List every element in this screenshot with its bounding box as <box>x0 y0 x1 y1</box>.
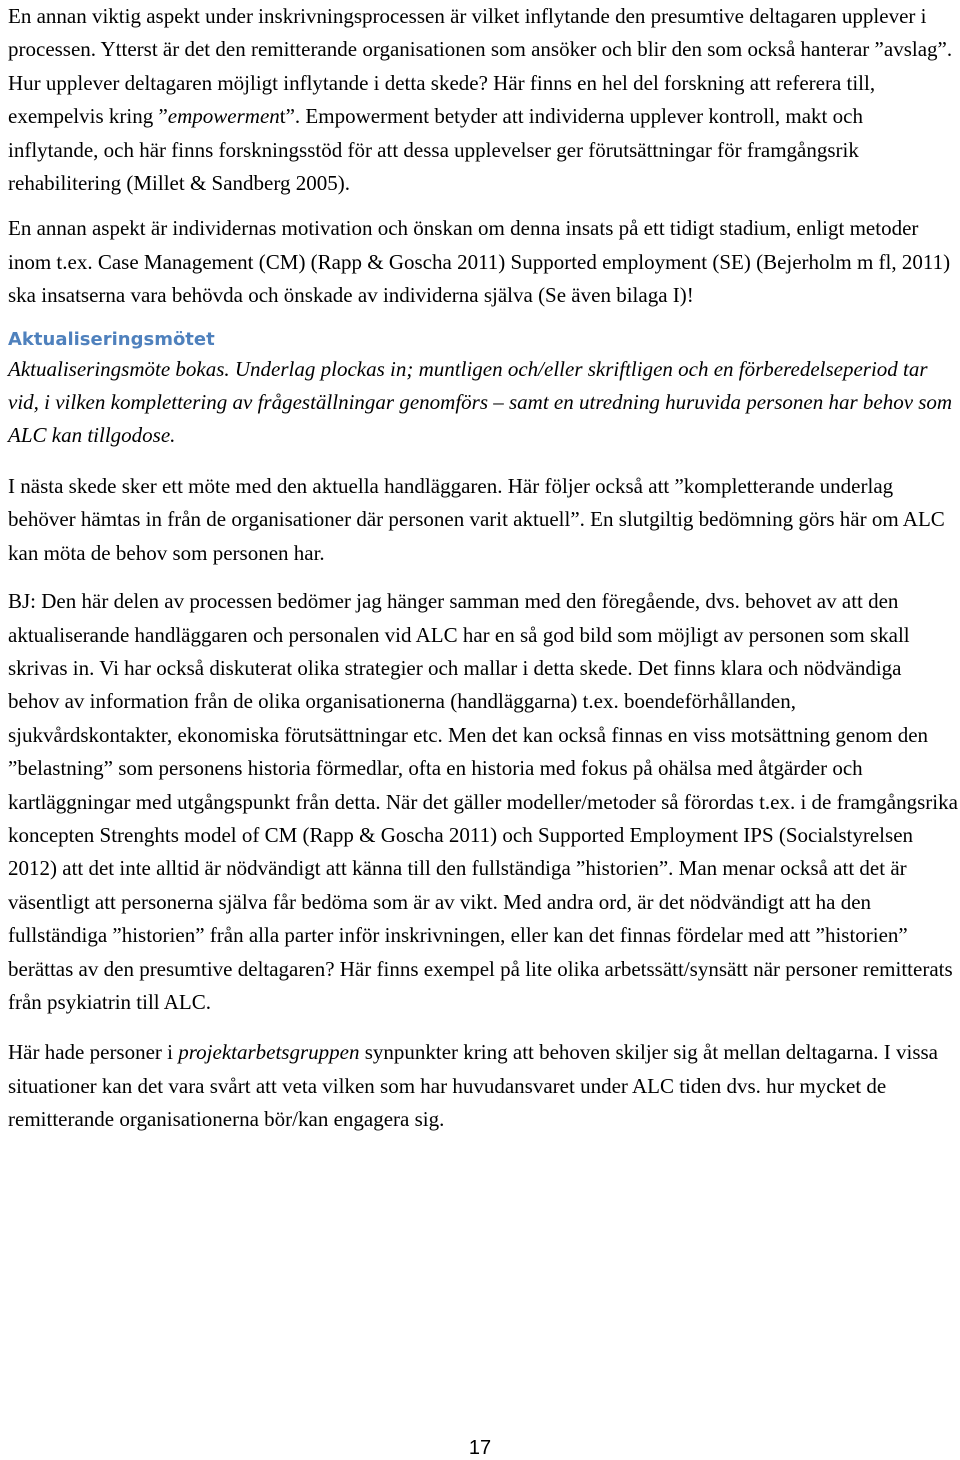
paragraph-inflytande-rest: t”. Empowerment betyder att individerna upplever kontroll, makt och inflytande, och här finns forskningsstöd för att dessa upplevelser ger förutsättningar för framgångsrik rehabilitering (Millet & Sandberg 2005). <box>8 104 863 196</box>
empowerment-term: empowermen <box>167 104 280 129</box>
paragraph-motivation: En annan aspekt är individernas motivation och önskan om denna insats på ett tidigt stadium, enligt metoder inom t.ex. Case Management (CM) (Rapp & Goscha 2011) Supported employment (SE) (Bejerholm m fl, 2011) ska insatserna vara behövda och önskade av individerna själva (Se även bilaga I)! <box>8 216 951 308</box>
paragraph-nasta-skede: I nästa skede sker ett möte med den aktuella handläggaren. Här följer också att ”kompletterande underlag behöver hämtas in från de organisationer där personen varit aktuell”. En slutgiltig bedömning görs här om ALC kan möta de behov som personen har. <box>8 473 945 565</box>
document-page <box>8 0 958 1137</box>
paragraph-aktualiseringsmote: Aktualiseringsmöte bokas. Underlag plockas in; muntligen och/eller skriftligen och en förberedelseperiod tar vid, i vilken komplettering av frågeställningar genomförs – samt en utredning huruvida personen har behov som ALC kan tillgodose. <box>8 356 953 448</box>
paragraph-inflytande-text: En annan viktig aspekt under inskrivningsprocessen är vilket inflytande den presumtive deltagaren upplever i processen. Ytterst är det den remitterande organisationen som ansöker och blir den som också hanterar ”avslag”. Hur upplever deltagaren möjligt inflytande i detta skede? Här finns en hel del forskning att referera till, exempelvis kring ” <box>8 4 953 129</box>
paragraph-inflytande <box>8 0 958 200</box>
paragraph-projektarbetsgruppen-text: Här hade personer i <box>8 1040 179 1065</box>
projektarbetsgruppen-term: projektarbetsgruppen <box>178 1040 360 1065</box>
section-heading: Aktualiseringsmötet <box>8 328 215 350</box>
paragraph-projektarbetsgruppen <box>8 1036 958 1136</box>
page-number: 17 <box>468 1437 492 1459</box>
paragraph-projektarbetsgruppen-rest: synpunkter kring att behoven skiljer sig åt mellan deltagarna. I vissa situationer kan det vara svårt att veta vilken som har huvudansvaret under ALC tiden dvs. hur mycket de remitterande organisationerna bör/kan engagera sig. <box>8 1040 938 1132</box>
paragraph-bj-comment: BJ: Den här delen av processen bedömer jag hänger samman med den föregående, dvs. behovet av att den aktualiserande handläggaren och personalen vid ALC har en så god bild som möjligt av personen som skall skrivas in. Vi har också diskuterat olika strategier och mallar i detta skede. Det finns klara och nödvändiga behov av information från de olika organisationerna (handläggarna) t.ex. boendeförhållanden, sjukvårdskontakter, ekonomiska förutsättningar etc. Men det kan också finnas en viss motsättning genom den ”belastning” som personens historia förmedlar, ofta en historia med fokus på ohälsa med åtgärder och kartläggningar med utgångspunkt från detta. När det gäller modeller/metoder så förordas t.ex. i de framgångsrika koncepten Strenghts model of CM (Rapp & Goscha 2011) och Supported Employment IPS (Socialstyrelsen 2012) att det inte alltid är nödvändigt att känna till den fullständiga ”historien”. Man menar också att det är väsentligt att personerna själva får bedöma som är av vikt. Med andra ord, är det nödvändigt att ha den fullständiga ”historien” från alla parter inför inskrivningen, eller kan det finnas fördelar med att ”historien” berättas av den presumtive deltagaren? Här finns exempel på lite olika arbetssätt/synsätt när personer remitterats från psykiatrin till ALC. <box>8 589 958 1014</box>
